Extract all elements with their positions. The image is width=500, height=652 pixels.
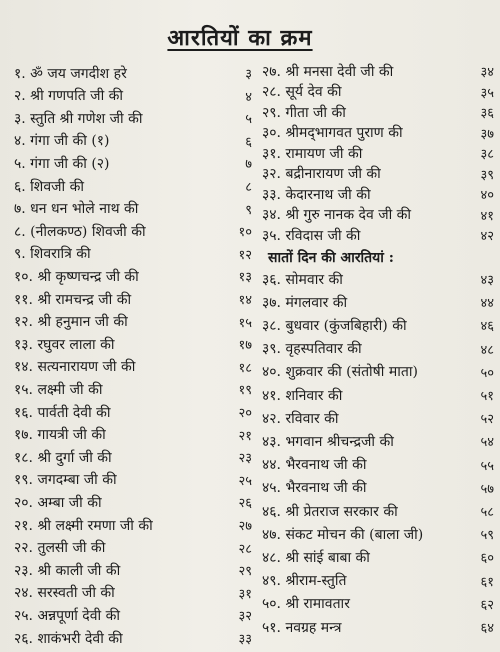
toc-entry <box>14 333 252 355</box>
toc-entry-label: २६. शाकंभरी देवी की <box>14 630 123 647</box>
toc-entry-label: २४. सरस्वती जी की <box>14 585 115 602</box>
toc-entry-label: ४९. श्रीराम-स्तुति <box>262 573 347 590</box>
toc-entry <box>262 430 494 452</box>
toc-entry <box>14 152 252 174</box>
toc-entry-page: ५० <box>480 365 494 381</box>
toc-entry-page: ५५ <box>480 458 494 474</box>
toc-entry-label: ३१. रामायण जी की <box>262 145 363 162</box>
toc-entry-label: ११. श्री रामचन्द्र जी की <box>14 291 132 308</box>
toc-entry-page: १० <box>238 225 252 241</box>
toc-entry <box>262 60 494 82</box>
toc-entry-page: ३६ <box>480 106 494 121</box>
toc-entry <box>14 288 252 310</box>
toc-entry-page: २५ <box>238 473 252 489</box>
toc-entry-page: १२ <box>238 247 252 263</box>
toc-entry-page: ३२ <box>238 609 252 625</box>
toc-entry <box>262 101 494 123</box>
toc-entry <box>14 582 252 604</box>
toc-entry-page: ६० <box>480 551 494 567</box>
toc-entry-label: २. श्री गणपति जी की <box>14 88 124 105</box>
toc-entry-label: ७. धन धन भोले नाथ की <box>14 201 139 218</box>
toc-entry <box>14 265 252 287</box>
toc-entry-page: २८ <box>238 541 252 557</box>
toc-entry-label: ५. गंगा जी की (२) <box>14 155 110 172</box>
toc-entry <box>14 198 252 220</box>
toc-entry-page: ५२ <box>480 412 494 428</box>
toc-entry <box>14 469 252 491</box>
toc-entry <box>262 616 494 638</box>
toc-entry <box>262 122 494 144</box>
toc-entry-label: ३५. रविदास जी की <box>262 227 361 244</box>
toc-entry-page: २७ <box>238 519 252 534</box>
toc-entry-label: ४. गंगा जी की (१) <box>14 133 110 150</box>
toc-entry <box>14 446 252 468</box>
toc-entry-label: २२. तुलसी जी की <box>14 540 106 557</box>
toc-entry <box>262 361 494 383</box>
toc-entry <box>14 491 252 513</box>
toc-entry <box>262 314 494 336</box>
toc-entry <box>262 500 494 522</box>
toc-entry-page: ५१ <box>480 389 494 404</box>
toc-entry-page: १७ <box>238 338 252 354</box>
toc-entry <box>14 401 252 423</box>
toc-entry-label: ९. शिवरात्रि की <box>14 246 91 263</box>
toc-entry-label: ४५. भैरवनाथ जी की <box>262 480 367 497</box>
toc-entry-label: ४४. भैरवनाथ जी की <box>262 457 367 474</box>
toc-entry <box>262 183 494 205</box>
toc-entry-label: ३३. केदारनाथ जी की <box>262 186 371 203</box>
toc-entry-page: ३५ <box>480 85 494 101</box>
toc-entry-label: ३२. बद्रीनारायण जी की <box>262 166 381 182</box>
toc-entry-label: ३९. वृहस्पतिवार की <box>262 341 362 358</box>
toc-entry-page: ४० <box>480 188 494 203</box>
toc-entry <box>262 338 494 360</box>
toc-entry-page: ४ <box>245 89 252 105</box>
toc-entry <box>262 81 494 103</box>
toc-entry-label: १०. श्री कृष्णचन्द्र जी की <box>14 268 139 285</box>
toc-entry-label: १२. श्री हनुमान जी की <box>14 314 128 331</box>
toc-entry-page: ४४ <box>480 296 494 312</box>
toc-entry-label: ३०. श्रीमद्‌भागवत पुराण की <box>262 125 403 141</box>
toc-entry-label: ५१. नवग्रह मन्त्र <box>262 619 342 636</box>
toc-entry <box>14 424 252 446</box>
toc-entry-label: २०. अम्बा जी की <box>14 494 102 511</box>
toc-entry-label: १८. श्री दुर्गा जी की <box>14 449 112 466</box>
toc-entry-label: ३. स्तुति श्री गणेश जी की <box>14 110 143 127</box>
toc-entry-label: १. ॐ जय जगदीश हरे <box>14 65 127 82</box>
toc-entry <box>262 291 494 313</box>
toc-entry-label: १९. जगदम्बा जी की <box>14 472 117 489</box>
toc-entry-label: १६. पार्वती देवी की <box>14 404 111 421</box>
toc-entry-page: ६१ <box>480 574 494 590</box>
toc-entry-page: ४६ <box>480 319 494 335</box>
toc-entry <box>262 593 494 615</box>
toc-entry-label: २७. श्री मनसा देवी जी की <box>262 63 394 80</box>
toc-entry <box>14 220 252 242</box>
toc-entry-page: ७ <box>245 157 252 173</box>
toc-entry-label: १३. रघुवर लाला की <box>14 336 115 353</box>
toc-entry-page: ३१ <box>238 586 252 602</box>
toc-entry-page: ३८ <box>480 147 494 162</box>
toc-entry-label: ८. (नीलकण्ठ) शिवजी की <box>14 223 146 240</box>
toc-entry-label: ५०. श्री रामावतार <box>262 596 350 613</box>
toc-entry <box>262 268 494 290</box>
toc-entry <box>14 559 252 581</box>
toc-entry-page: ३४ <box>480 65 494 80</box>
toc-entry-page: ५ <box>245 112 252 128</box>
toc-entry-page: ३७ <box>480 126 494 142</box>
toc-entry-page: ५९ <box>480 528 494 544</box>
toc-entry-page: १३ <box>238 270 252 286</box>
toc-entry <box>14 85 252 107</box>
toc-entry-page: २९ <box>238 564 252 580</box>
page-title: आरतियों का क्रम <box>167 25 313 51</box>
toc-entry-page: २६ <box>238 496 252 512</box>
toc-entry-label: ४२. रविवार की <box>262 410 339 427</box>
toc-entry-label: १४. सत्यनारायण जी की <box>14 359 136 376</box>
toc-entry-page: १८ <box>238 360 252 376</box>
toc-entry <box>14 378 252 400</box>
toc-entry-page: २० <box>238 406 252 421</box>
toc-entry <box>14 604 252 626</box>
toc-entry-label: २९. गीता जी की <box>262 104 346 121</box>
toc-entry-page: ६२ <box>480 597 494 613</box>
toc-entry-label: ३७. मंगलवार की <box>262 294 348 311</box>
toc-entry <box>262 204 494 226</box>
toc-entry <box>262 163 494 185</box>
toc-entry <box>14 175 252 197</box>
toc-entry-page: २१ <box>238 428 252 444</box>
toc-entry-page: ८ <box>245 180 252 195</box>
toc-entry-label: ४७. संकट मोचन की (बाला जी) <box>262 526 424 543</box>
toc-entry-page: ३ <box>245 67 252 82</box>
toc-entry-label: २५. अन्नपूर्णा देवी की <box>14 607 120 624</box>
toc-entry <box>262 523 494 545</box>
toc-entry-label: १५. लक्ष्मी जी की <box>14 381 103 398</box>
toc-entry <box>262 407 494 429</box>
toc-entry <box>14 537 252 559</box>
toc-entry-page: ३९ <box>480 167 494 183</box>
toc-entry-page: ९ <box>245 202 252 218</box>
toc-entry <box>262 142 494 164</box>
toc-entry-page: ४२ <box>480 229 494 244</box>
toc-entry <box>262 454 494 476</box>
toc-entry-label: १७. गायत्री जी की <box>14 427 106 444</box>
toc-entry-label: ३४. श्री गुरु नानक देव जी की <box>262 207 412 223</box>
toc-entry-page: १५ <box>238 315 252 331</box>
toc-entry-label: ४८. श्री सांई बाबा की <box>262 549 370 566</box>
toc-entry-label: २३. श्री काली जी की <box>14 562 121 579</box>
toc-entry-label: ४३. भगवान श्रीचन्द्रजी की <box>262 433 394 450</box>
toc-entry-page: ४८ <box>480 342 494 358</box>
toc-entry <box>14 243 252 265</box>
toc-entry-label: ४०. शुक्रवार की (संतोषी माता) <box>262 364 418 381</box>
toc-entry-label: ४६. श्री प्रेतराज सरकार की <box>262 503 398 520</box>
toc-entry-label: ३८. बुधवार (कुंजबिहारी) की <box>262 317 407 334</box>
toc-entry <box>262 384 494 406</box>
toc-entry <box>262 477 494 499</box>
toc-entry-page: ५४ <box>480 435 494 451</box>
toc-entry <box>14 62 252 84</box>
toc-entry-label: ३६. सोमवार की <box>262 271 343 288</box>
toc-entry <box>14 627 252 649</box>
toc-entry-page: ६४ <box>480 621 494 636</box>
toc-entry <box>262 546 494 568</box>
toc-entry-page: १९ <box>238 383 252 399</box>
toc-entry <box>14 130 252 152</box>
toc-entry-label: २१. श्री लक्ष्मी रमणा जी की <box>14 517 153 534</box>
toc-entry-page: ५७ <box>480 481 494 497</box>
toc-entry <box>14 311 252 333</box>
toc-entry <box>262 570 494 592</box>
toc-entry-page: ४३ <box>480 273 494 288</box>
toc-entry-label: २८. सूर्य देव की <box>262 84 342 100</box>
toc-entry-label: ६. शिवजी की <box>14 178 84 195</box>
toc-entry-label: ४१. शनिवार की <box>262 387 343 404</box>
toc-entry-page: ६ <box>245 134 252 150</box>
weekday-subheading: सातों दिन की आरतियां : <box>268 250 394 266</box>
toc-entry <box>262 224 494 246</box>
toc-entry-page: २३ <box>238 451 252 467</box>
toc-entry <box>14 514 252 536</box>
toc-entry-page: ३३ <box>238 632 252 647</box>
toc-entry <box>14 107 252 129</box>
toc-entry-page: ४१ <box>480 208 494 224</box>
toc-entry-page: ५८ <box>480 505 494 520</box>
toc-entry <box>14 356 252 378</box>
toc-entry-page: १४ <box>238 293 252 308</box>
